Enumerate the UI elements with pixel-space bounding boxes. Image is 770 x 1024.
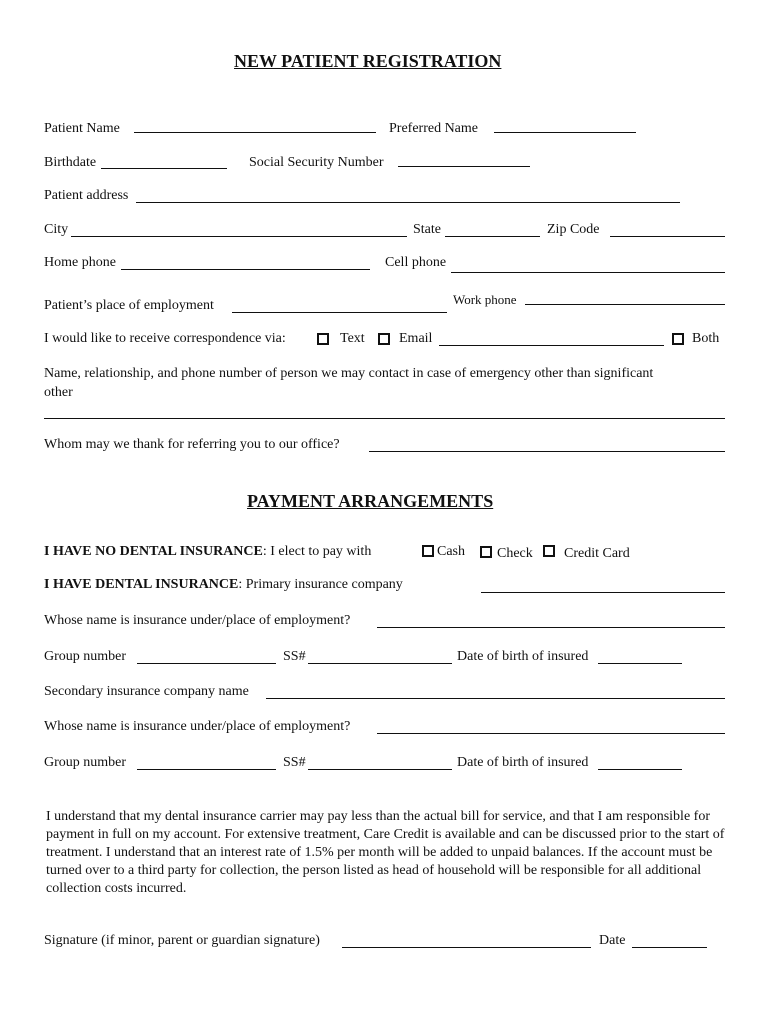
- employment-label: Patient’s place of employment: [44, 298, 214, 313]
- cell-phone-label: Cell phone: [385, 255, 447, 270]
- no-insurance-label: [44, 544, 371, 560]
- dob-insured-field[interactable]: [598, 663, 682, 664]
- insurance-bold: I HAVE DENTAL INSURANCE: [44, 577, 239, 592]
- zip-field[interactable]: [610, 236, 725, 237]
- zip-label: Zip Code: [547, 222, 600, 237]
- ss-label-2: SS#: [283, 755, 306, 770]
- dob-insured-label-2: Date of birth of insured: [457, 755, 589, 770]
- text-option-label: Text: [340, 331, 365, 346]
- state-field[interactable]: [445, 236, 540, 237]
- ssn-field[interactable]: [398, 166, 530, 167]
- preferred-name-field[interactable]: [494, 132, 636, 133]
- dob-insured-field-2[interactable]: [598, 769, 682, 770]
- home-phone-field[interactable]: [121, 269, 370, 270]
- whose-name-field-2[interactable]: [377, 733, 725, 734]
- state-label: State: [413, 222, 441, 237]
- insurance-label: [44, 577, 403, 593]
- birthdate-label: Birthdate: [44, 155, 97, 170]
- date-field[interactable]: [632, 947, 707, 948]
- credit-card-option-label: Credit Card: [564, 546, 630, 561]
- emergency-label-line1: Name, relationship, and phone number of person we may contact in case of emergency other than significant: [44, 366, 654, 381]
- check-checkbox[interactable]: [480, 546, 492, 558]
- payment-title: PAYMENT ARRANGEMENTS: [247, 491, 494, 511]
- text-checkbox[interactable]: [317, 333, 329, 345]
- credit-card-checkbox[interactable]: [543, 545, 555, 557]
- work-phone-label: Work phone: [453, 292, 517, 307]
- insurance-rest: : Primary insurance company: [238, 577, 403, 592]
- patient-name-field[interactable]: [134, 132, 376, 133]
- group-number-field[interactable]: [137, 663, 276, 664]
- whose-name-label-2: Whose name is insurance under/place of employment?: [44, 719, 351, 734]
- ssn-label: Social Security Number: [249, 155, 384, 170]
- page-title: NEW PATIENT REGISTRATION: [234, 51, 502, 71]
- ss-field-2[interactable]: [308, 769, 452, 770]
- employment-field[interactable]: [232, 312, 447, 313]
- no-insurance-bold: I HAVE NO DENTAL INSURANCE: [44, 544, 263, 559]
- signature-label: Signature (if minor, parent or guardian signature): [44, 933, 320, 948]
- address-label: Patient address: [44, 188, 129, 203]
- signature-field[interactable]: [342, 947, 591, 948]
- whose-name-label: Whose name is insurance under/place of employment?: [44, 613, 351, 628]
- both-option-label: Both: [692, 331, 720, 346]
- agreement-paragraph: I understand that my dental insurance carrier may pay less than the actual bill for service, and that I am responsible for payment in full on my account. For extensive treatment, Care Credit is available and can be discussed prior to the start of treatment. I understand that an interest rate of 1.5% per month will be added to unpaid balances. If the account must be turned over to a third party for collection, the person listed as head of household will be responsible for all additional collection costs incurred.: [46, 809, 725, 896]
- cash-option-label: Cash: [437, 544, 465, 559]
- no-insurance-rest: : I elect to pay with: [262, 544, 372, 559]
- correspondence-label: I would like to receive correspondence via:: [44, 331, 286, 346]
- primary-insurance-field[interactable]: [481, 592, 725, 593]
- date-label: Date: [599, 933, 626, 948]
- group-number-field-2[interactable]: [137, 769, 276, 770]
- city-field[interactable]: [71, 236, 407, 237]
- home-phone-label: Home phone: [44, 255, 116, 270]
- address-field[interactable]: [136, 202, 680, 203]
- secondary-insurance-field[interactable]: [266, 698, 725, 699]
- patient-name-label: Patient Name: [44, 121, 120, 136]
- dob-insured-label: Date of birth of insured: [457, 649, 589, 664]
- birthdate-field[interactable]: [101, 168, 227, 169]
- whose-name-field[interactable]: [377, 627, 725, 628]
- ss-field[interactable]: [308, 663, 452, 664]
- work-phone-field[interactable]: [525, 304, 725, 305]
- city-label: City: [44, 222, 69, 237]
- email-checkbox[interactable]: [378, 333, 390, 345]
- group-number-label-2: Group number: [44, 755, 127, 770]
- referral-label: Whom may we thank for referring you to our office?: [44, 437, 340, 452]
- preferred-name-label: Preferred Name: [389, 121, 479, 136]
- referral-field[interactable]: [369, 451, 725, 452]
- cash-checkbox[interactable]: [422, 545, 434, 557]
- check-option-label: Check: [497, 546, 533, 561]
- email-option-label: Email: [399, 331, 433, 346]
- email-field[interactable]: [439, 345, 664, 346]
- both-checkbox[interactable]: [672, 333, 684, 345]
- group-number-label: Group number: [44, 649, 127, 664]
- emergency-field[interactable]: [44, 418, 725, 419]
- secondary-insurance-label: Secondary insurance company name: [44, 684, 249, 699]
- cell-phone-field[interactable]: [451, 272, 725, 273]
- emergency-label-line2: other: [44, 385, 73, 400]
- ss-label: SS#: [283, 649, 306, 664]
